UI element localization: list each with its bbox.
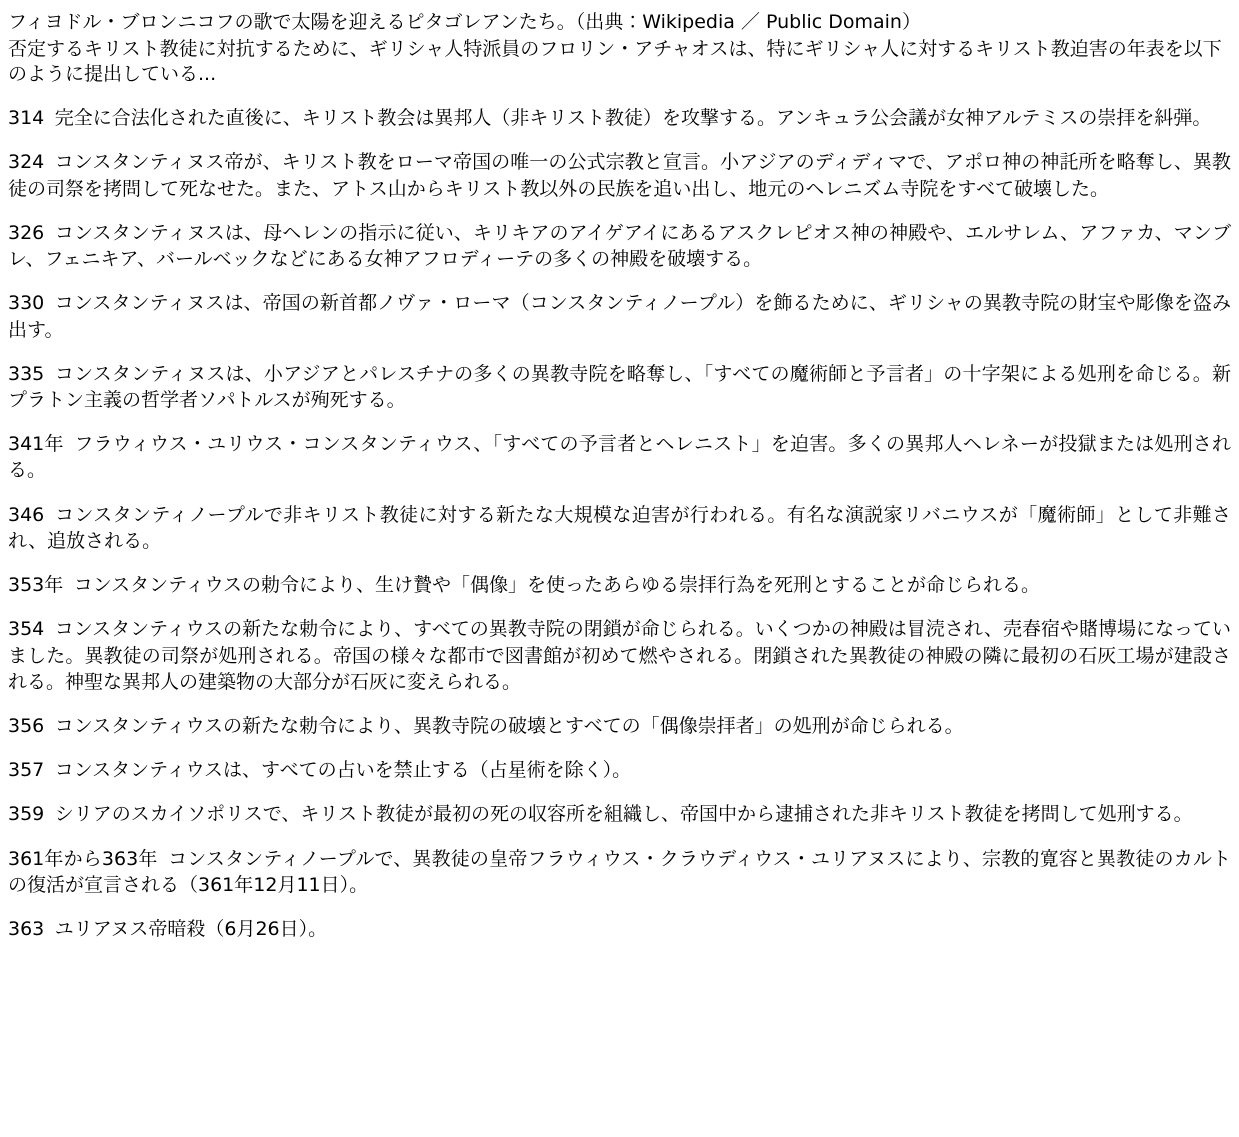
- timeline-entry-text: フラウィウス・ユリウス・コンスタンティウス、「すべての予言者とヘレニスト」を迫害。多くの異邦人ヘレネーが投獄または処刑される。: [8, 433, 1232, 482]
- timeline-entry: [8, 916, 1231, 942]
- timeline-entry-text: コンスタンティウスの勅令により、生け贄や「偶像」を使ったあらゆる崇拝行為を死刑とすることが命じられる。: [73, 574, 1041, 597]
- timeline-entry: [8, 361, 1231, 413]
- timeline-entry-year: 335: [8, 362, 45, 385]
- timeline-entry-year: 363: [8, 918, 45, 941]
- timeline-entry: [8, 616, 1231, 695]
- timeline-entry-year: 356: [8, 714, 45, 737]
- image-caption: フィヨドル・ブロンニコフの歌で太陽を迎えるピタゴレアンたち。（出典：Wikipedia ／ Public Domain）: [8, 11, 921, 33]
- timeline-entry-text: 完全に合法化された直後に、キリスト教会は異邦人（非キリスト教徒）を攻撃する。アンキュラ公会議が女神アルテミスの崇拝を糾弾。: [54, 107, 1212, 130]
- timeline-entry: [8, 572, 1231, 598]
- timeline-entry: [8, 220, 1231, 272]
- timeline-entry-text: コンスタンティウスは、すべての占いを禁止する（占星術を除く）。: [54, 759, 632, 782]
- timeline-entry-year: 314: [8, 107, 45, 130]
- timeline-entry-year: 357: [8, 759, 45, 782]
- timeline-entry: [8, 502, 1231, 554]
- timeline-entry-text: ユリアヌス帝暗殺（6月26日）。: [54, 918, 328, 941]
- timeline-entry: [8, 757, 1231, 783]
- timeline-entry-year: 354: [8, 618, 45, 641]
- timeline-entry-year: 346: [8, 503, 45, 526]
- timeline-entry-text: コンスタンティノープルで非キリスト教徒に対する新たな大規模な迫害が行われる。有名な演説家リバニウスが「魔術師」として非難され、追放される。: [8, 503, 1231, 552]
- timeline-entry-year: 330: [8, 292, 45, 315]
- timeline-entry-year: 324: [8, 151, 45, 174]
- timeline-entry-year: 353年: [8, 574, 64, 597]
- timeline-entry-text: コンスタンティウスの新たな勅令により、すべての異教寺院の閉鎖が命じられる。いくつかの神殿は冒涜され、売春宿や賭博場になっていました。異教徒の司祭が処刑される。帝国の様々な都市で図書館が初めて燃やされる。閉鎖された異教徒の神殿の隣に最初の石灰工場が建設される。神聖な異邦人の建築物の大部分が石灰に変えられる。: [8, 618, 1231, 693]
- timeline-entry: [8, 149, 1231, 201]
- timeline-entry-year: 359: [8, 803, 45, 826]
- timeline-entry-text: コンスタンティヌスは、小アジアとパレスチナの多くの異教寺院を略奪し、「すべての魔術師と予言者」の十字架による処刑を命じる。新プラトン主義の哲学者ソパトルスが殉死する。: [8, 362, 1231, 411]
- timeline-list: [8, 105, 1231, 942]
- intro-paragraph: 否定するキリスト教徒に対抗するために、ギリシャ人特派員のフロリン・アチャオスは、特にギリシャ人に対するキリスト教迫害の年表を以下のように提出している...: [8, 38, 1222, 86]
- timeline-entry-text: コンスタンティウスの新たな勅令により、異教寺院の破壊とすべての「偶像崇拝者」の処刑が命じられる。: [54, 714, 964, 737]
- timeline-entry-year: 326: [8, 221, 45, 244]
- timeline-entry-text: コンスタンティヌス帝が、キリスト教をローマ帝国の唯一の公式宗教と宣言。小アジアのディディマで、アポロ神の神託所を略奪し、異教徒の司祭を拷問して死なせた。また、アトス山からキリスト教以外の民族を追い出し、地元のヘレニズム寺院をすべて破壊した。: [8, 151, 1231, 200]
- timeline-entry: [8, 713, 1231, 739]
- timeline-entry: [8, 105, 1231, 131]
- timeline-entry-year: 341年: [8, 433, 64, 456]
- timeline-entry-text: コンスタンティヌスは、帝国の新首都ノヴァ・ローマ（コンスタンティノープル）を飾るために、ギリシャの異教寺院の財宝や彫像を盗み出す。: [8, 292, 1231, 341]
- timeline-entry-text: シリアのスカイソポリスで、キリスト教徒が最初の死の収容所を組織し、帝国中から逮捕された非キリスト教徒を拷問して処刑する。: [54, 803, 1193, 826]
- timeline-entry-text: コンスタンティヌスは、母ヘレンの指示に従い、キリキアのアイゲアイにあるアスクレピオス神の神殿や、エルサレム、アファカ、マンブレ、フェニキア、バールベックなどにある女神アフロディーテの多くの神殿を破壊する。: [8, 221, 1231, 271]
- timeline-entry: [8, 290, 1231, 342]
- timeline-entry-year: 361年から363年: [8, 847, 158, 870]
- timeline-entry: [8, 801, 1231, 827]
- timeline-entry: [8, 431, 1231, 483]
- timeline-entry-text: コンスタンティノープルで、異教徒の皇帝フラウィウス・クラウディウス・ユリアヌスにより、宗教的寛容と異教徒のカルトの復活が宣言される（361年12月11日）。: [8, 847, 1232, 896]
- timeline-entry: [8, 846, 1231, 898]
